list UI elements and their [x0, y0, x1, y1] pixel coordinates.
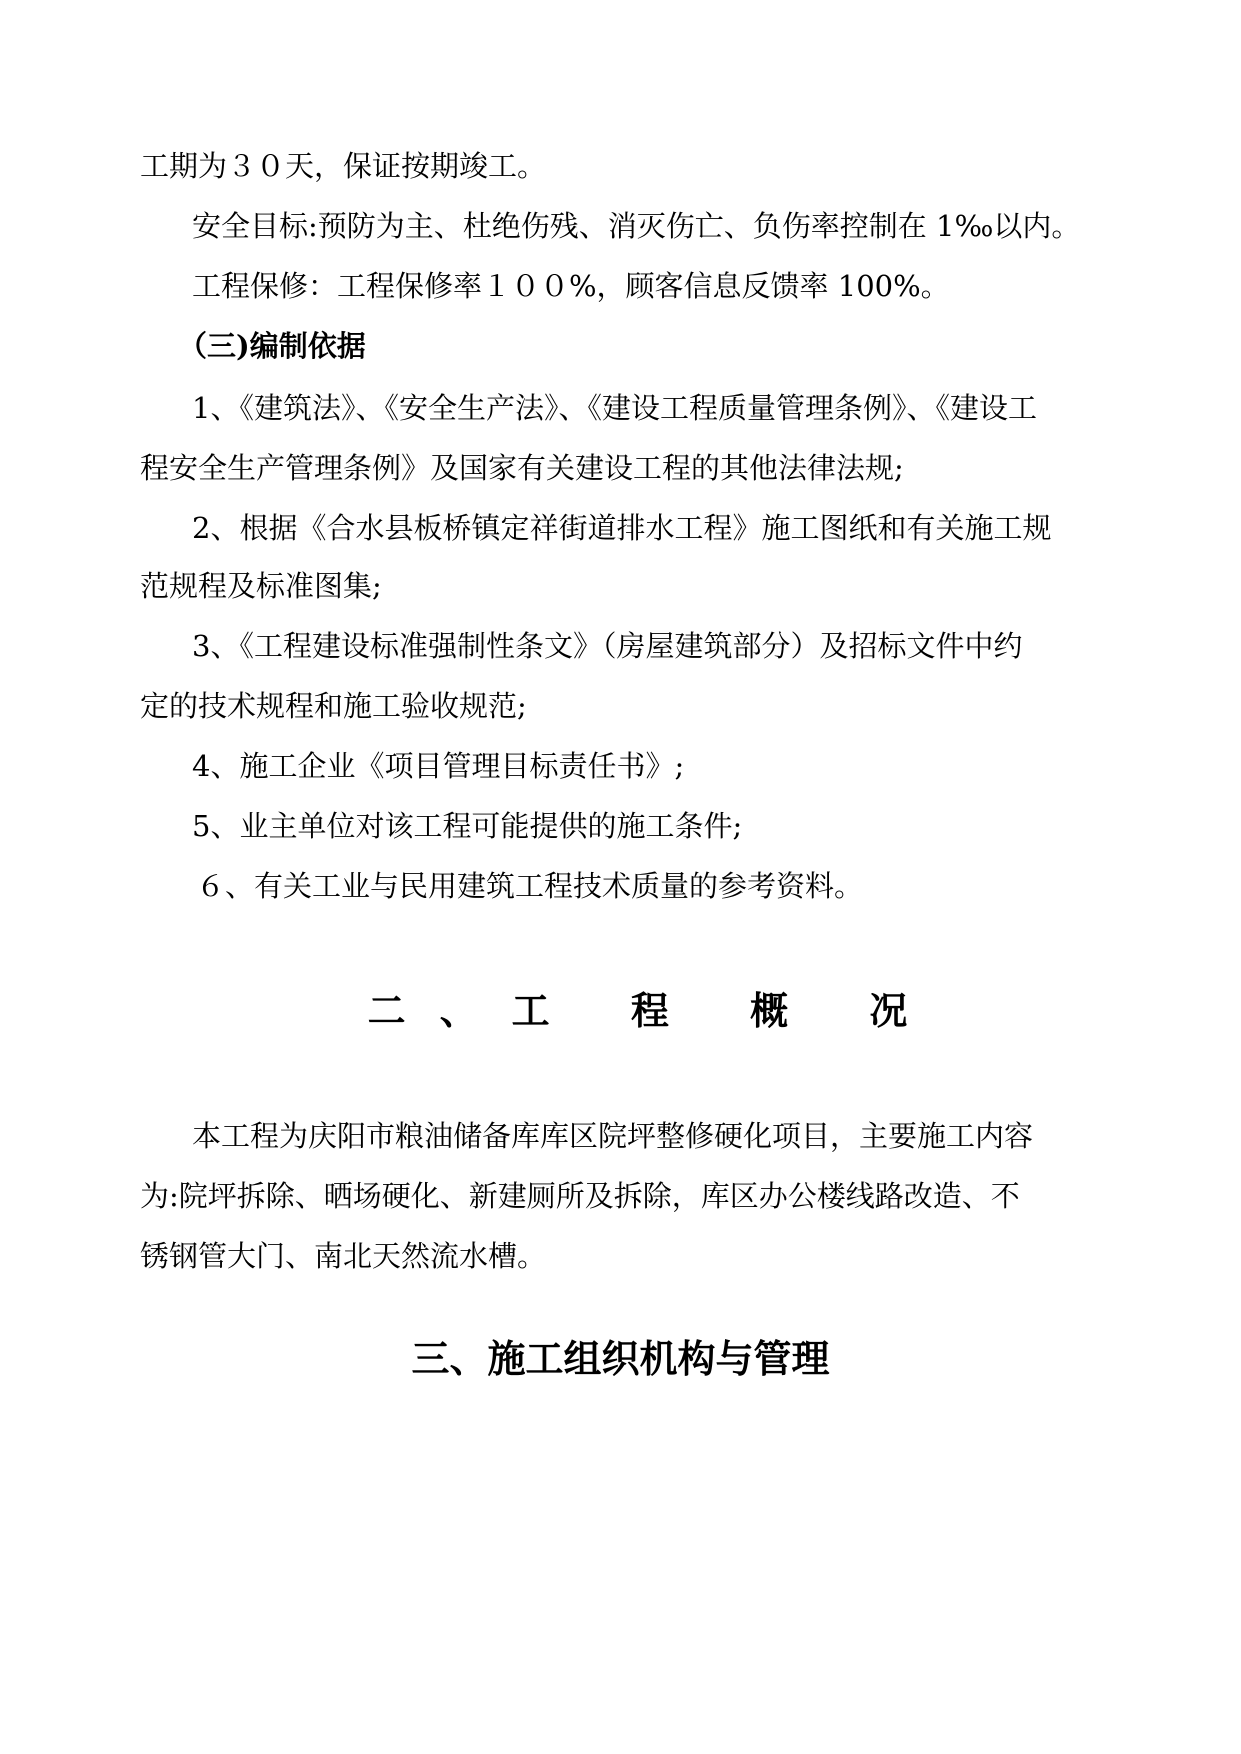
basis-item-5: 5、业主单位对该工程可能提供的施工条件;	[192, 809, 743, 843]
basis-item-1-line-1: 1、《建筑法》、《安全生产法》、《建设工程质量管理条例》、《建设工	[192, 391, 1037, 425]
basis-item-4: 4、施工企业《项目管理目标责任书》;	[192, 749, 685, 783]
section-3-heading: 三、施工组织机构与管理	[411, 1336, 830, 1381]
overview-line-3: 锈钢管大门、南北天然流水槽。	[140, 1239, 547, 1273]
basis-item-3-line-2: 定的技术规程和施工验收规范;	[140, 689, 527, 723]
section-2-heading: 二、工 程 概 况	[367, 988, 942, 1033]
warranty-paragraph: 工程保修：工程保修率１００%，顾客信息反馈率 100%。	[192, 269, 950, 303]
overview-line-2: 为:院坪拆除、晒场硬化、新建厕所及拆除，库区办公楼线路改造、不	[140, 1179, 1020, 1213]
basis-item-6: ６、有关工业与民用建筑工程技术质量的参考资料。	[196, 869, 864, 903]
overview-line-1: 本工程为庆阳市粮油储备库库区院坪整修硬化项目，主要施工内容	[192, 1119, 1034, 1153]
basis-item-1-line-2: 程安全生产管理条例》及国家有关建设工程的其他法律法规;	[140, 451, 904, 485]
basis-item-3-line-1: 3、《工程建设标准强制性条文》（房屋建筑部分）及招标文件中约	[192, 629, 1023, 663]
basis-item-2-line-1: 2、根据《合水县板桥镇定祥街道排水工程》施工图纸和有关施工规	[192, 511, 1052, 545]
basis-item-2-line-2: 范规程及标准图集;	[140, 569, 382, 603]
basis-subheading: （三)编制依据	[178, 329, 366, 363]
duration-paragraph: 工期为３０天，保证按期竣工。	[140, 149, 547, 183]
safety-target: 安全目标:预防为主、杜绝伤残、消灭伤亡、负伤率控制在 1‰以内。	[192, 209, 1081, 243]
